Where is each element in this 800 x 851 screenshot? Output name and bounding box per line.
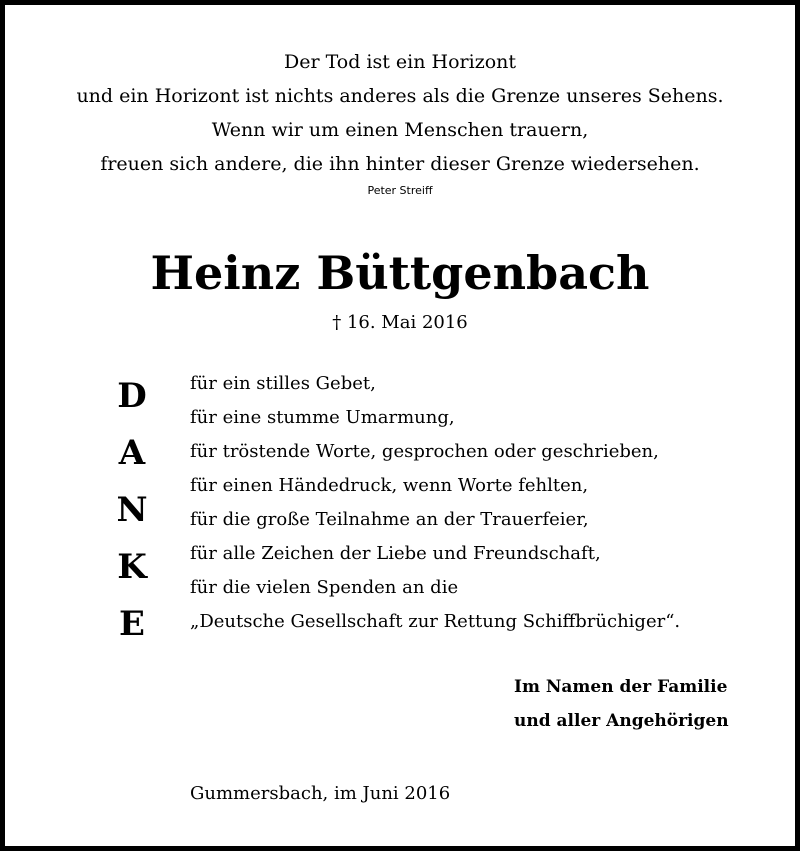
signature-line-2: und aller Angehörigen (514, 711, 729, 731)
thanks-list (190, 367, 680, 639)
thanks-line: „Deutsche Gesellschaft zur Rettung Schiffbrüchiger“. (190, 611, 681, 632)
danke-acrostic (108, 368, 156, 653)
thanks-line: für alle Zeichen der Liebe und Freundschaft, (190, 543, 601, 564)
poem-author: Peter Streiff (367, 184, 433, 197)
thanks-line: für die vielen Spenden an die (190, 577, 459, 598)
danke-letter: A (118, 433, 146, 473)
poem-block (0, 45, 800, 199)
family-signature (514, 670, 729, 738)
signature-line-1: Im Namen der Familie (514, 677, 728, 697)
death-date: † 16. Mai 2016 (332, 312, 468, 333)
poem-line-2: und ein Horizont ist nichts anderes als die Grenze unseres Sehens. (76, 85, 724, 107)
danke-letter: E (119, 604, 145, 644)
place-date: Gummersbach, im Juni 2016 (190, 783, 451, 804)
thanks-line: für ein stilles Gebet, (190, 373, 376, 394)
poem-line-3: Wenn wir um einen Menschen trauern, (211, 119, 589, 141)
thanks-line: für eine stumme Umarmung, (190, 407, 455, 428)
poem-line-4: freuen sich andere, die ihn hinter dieser Grenze wiedersehen. (100, 153, 700, 175)
thanks-line: für die große Teilnahme an der Trauerfeier, (190, 509, 589, 530)
danke-letter: D (117, 376, 147, 416)
poem-line-1: Der Tod ist ein Horizont (283, 51, 517, 73)
thanks-line: für einen Händedruck, wenn Worte fehlten, (190, 475, 589, 496)
danke-letter: N (116, 490, 148, 530)
danke-letter: K (117, 547, 147, 587)
thanks-line: für tröstende Worte, gesprochen oder geschrieben, (190, 441, 659, 462)
deceased-name: Heinz Büttgenbach (150, 246, 650, 300)
